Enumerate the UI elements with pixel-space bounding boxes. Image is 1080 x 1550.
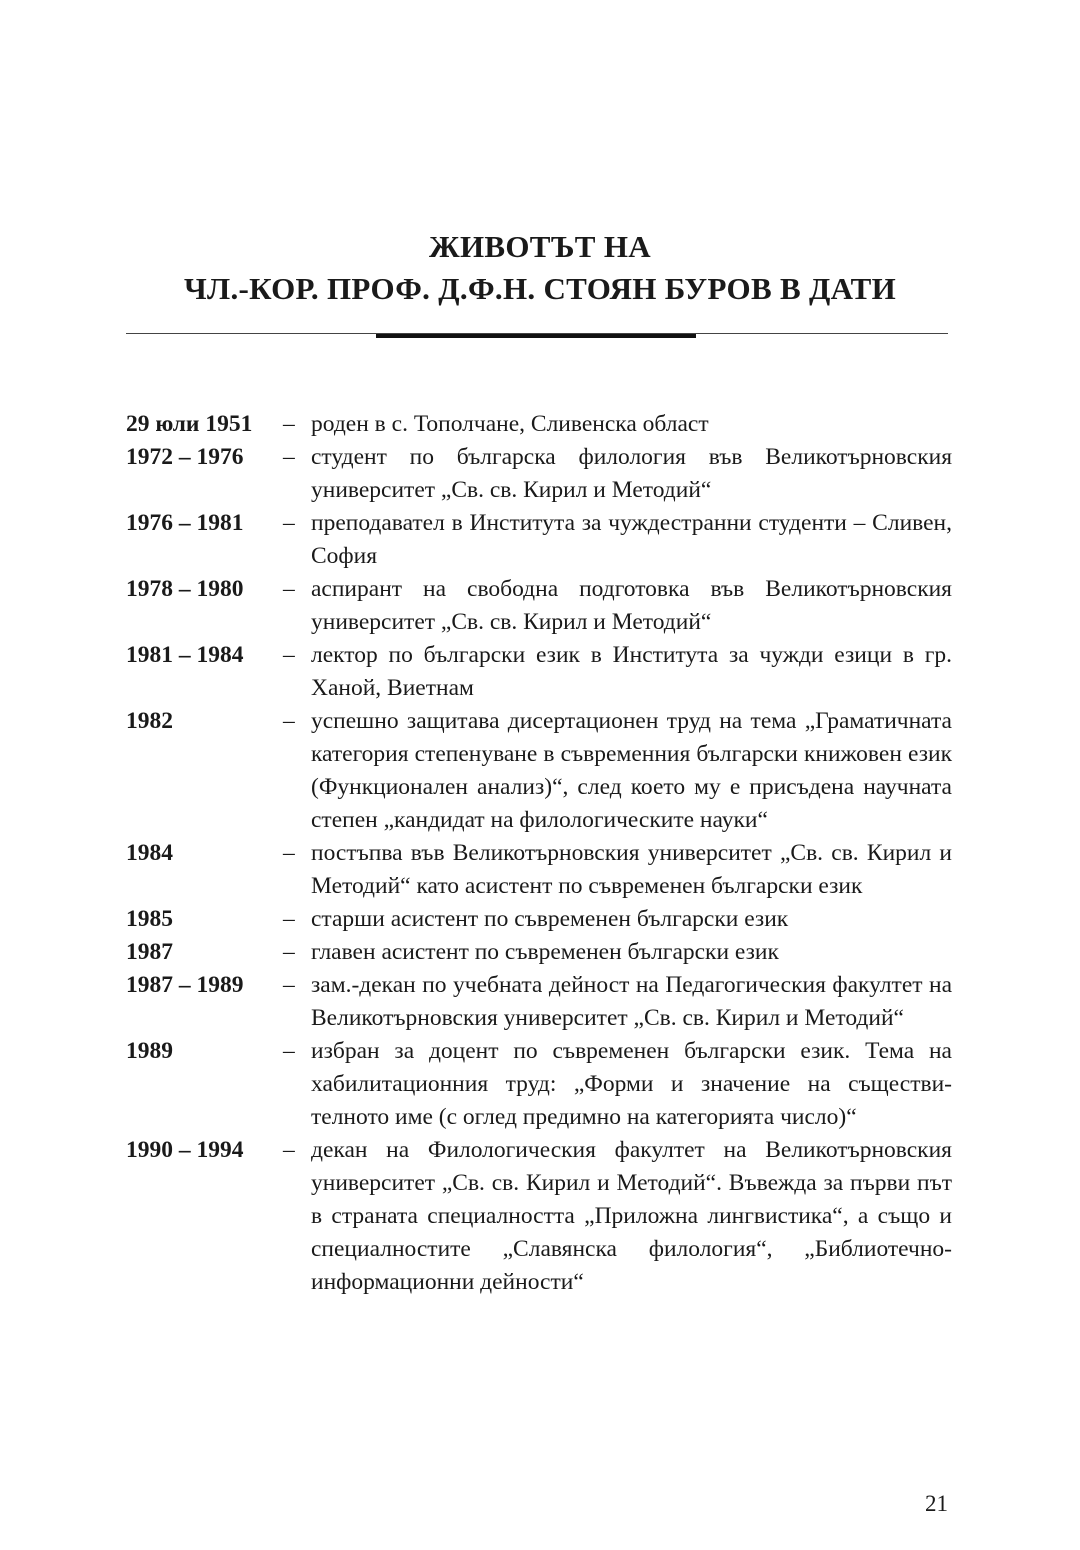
timeline-text: преподавател в Института за чуждестранни студенти – Сливен, София [311, 510, 952, 569]
timeline-entry [126, 441, 952, 507]
timeline-text: избран за доцент по съвременен български език. Тема на хабилитационния труд: „Форми и значение на съществителното име (с оглед предимно на категорията число)“ [311, 1038, 952, 1130]
timeline-date: 1987 [126, 939, 173, 965]
timeline-text: главен асистент по съвременен български език [311, 939, 779, 965]
timeline-entry [126, 837, 952, 903]
timeline-entry [126, 507, 952, 573]
timeline-dash: – [283, 708, 295, 734]
timeline-entry [126, 408, 952, 441]
timeline-list [126, 408, 952, 1299]
timeline-date: 1976 – 1981 [126, 510, 244, 536]
timeline-dash: – [283, 642, 295, 668]
timeline-dash: – [283, 939, 295, 965]
timeline-date: 29 юли 1951 [126, 411, 253, 437]
timeline-text: старши асистент по съвременен български език [311, 906, 789, 932]
timeline-text: лектор по български език в Института за чужди езици в гр. Ханой, Виетнам [311, 642, 952, 701]
timeline-date: 1982 [126, 708, 173, 734]
page-number: 21 [925, 1491, 948, 1516]
timeline-text: аспирант на свободна подготовка във Великотърновския университет „Св. св. Кирил и Методий“ [311, 576, 952, 635]
timeline-dash: – [283, 1137, 295, 1163]
title-divider-thick [376, 334, 696, 338]
timeline-text: роден в с. Тополчане, Сливенска област [311, 411, 709, 437]
timeline-date: 1987 – 1989 [126, 972, 244, 998]
timeline-dash: – [283, 576, 295, 602]
timeline-entry [126, 1134, 952, 1299]
timeline-entry [126, 1035, 952, 1134]
timeline-dash: – [283, 411, 295, 437]
timeline-dash: – [283, 1038, 295, 1064]
timeline-text: зам.-декан по учебната дейност на Педагогическия факултет на Великотърновския университет „Св. св. Кирил и Методий“ [311, 972, 952, 1031]
timeline-date: 1978 – 1980 [126, 576, 244, 602]
timeline-date: 1981 – 1984 [126, 642, 244, 668]
timeline-text: постъпва във Великотърновския университет „Св. св. Кирил и Методий“ като асистент по съвременен български език [311, 840, 952, 899]
timeline-text: успешно защитава дисертационен труд на тема „Граматичната категория степенуване в съвременния български книжовен език (Функционален анализ)“, след което му е присъдена научната степен „кандидат на филологическите науки“ [311, 708, 952, 833]
timeline-date: 1985 [126, 906, 173, 932]
timeline-text: студент по българска филология във Великотърновския университет „Св. св. Кирил и Методий“ [311, 444, 952, 503]
timeline-dash: – [283, 444, 295, 470]
timeline-dash: – [283, 840, 295, 866]
timeline-text: декан на Филологическия факултет на Великотърновския университет „Св. св. Кирил и Методий“. Въвежда за първи път в страната специалността „Приложна лингвистика“, а също и специалностите „Славянска филология“, „Библиотечно-информационни дейности“ [311, 1137, 952, 1295]
page-title-line-2: ЧЛ.-КОР. ПРОФ. Д.Ф.Н. СТОЯН БУРОВ В ДАТИ [184, 271, 896, 306]
timeline-entry [126, 969, 952, 1035]
timeline-entry [126, 936, 952, 969]
timeline-date: 1990 – 1994 [126, 1137, 244, 1163]
page-title-line-1: ЖИВОТЪТ НА [429, 229, 651, 264]
timeline-entry [126, 573, 952, 639]
timeline-entry [126, 903, 952, 936]
timeline-entry [126, 705, 952, 837]
timeline-date: 1972 – 1976 [126, 444, 244, 470]
timeline-dash: – [283, 972, 295, 998]
timeline-entry [126, 639, 952, 705]
timeline-date: 1989 [126, 1038, 173, 1064]
timeline-dash: – [283, 906, 295, 932]
timeline-dash: – [283, 510, 295, 536]
timeline-date: 1984 [126, 840, 173, 866]
